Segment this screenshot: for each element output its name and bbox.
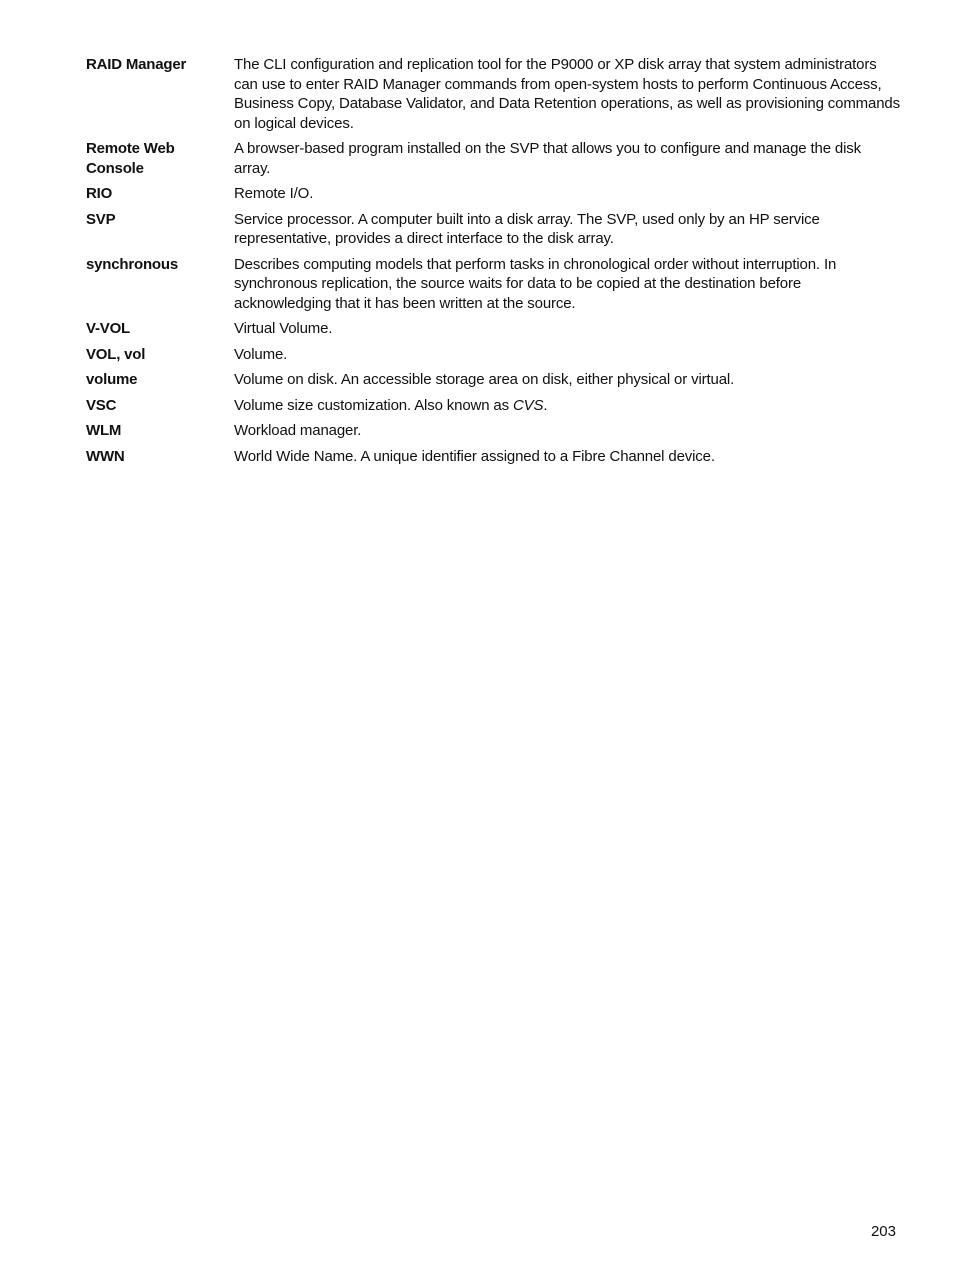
glossary-definition: Volume on disk. An accessible storage area on disk, either physical or virtual.	[234, 371, 735, 388]
glossary-term: WWN	[86, 447, 125, 465]
glossary-entry-vsc	[86, 396, 901, 416]
glossary-term: Remote Web Console	[86, 140, 175, 177]
glossary-list	[86, 55, 901, 472]
glossary-term: WLM	[86, 422, 122, 439]
glossary-definition: Virtual Volume.	[234, 320, 333, 337]
glossary-entry-synchronous	[86, 255, 901, 314]
glossary-term: RAID Manager	[86, 56, 187, 73]
glossary-entry-rio	[86, 184, 901, 204]
definition-emphasis: CVS	[513, 396, 544, 414]
glossary-entry-vol	[86, 345, 901, 365]
glossary-entry-remote-web-console	[86, 139, 901, 178]
glossary-definition: The CLI configuration and replication tool for the P9000 or XP disk array that system administrators can use to enter RAID Manager commands from open-system hosts to perform Continuous Access, Business Copy, Database Validator, and Data Retention operations, as well as provisioning commands on logical devices.	[234, 56, 900, 132]
glossary-term: SVP	[86, 210, 116, 228]
glossary-entry-v-vol	[86, 319, 901, 339]
glossary-entry-volume	[86, 370, 901, 390]
glossary-entry-wlm	[86, 421, 901, 441]
glossary-definition: Volume.	[234, 345, 288, 363]
glossary-definition: A browser-based program installed on the SVP that allows you to configure and manage the disk array.	[234, 140, 861, 177]
glossary-term: VOL, vol	[86, 345, 146, 363]
glossary-definition: Remote I/O.	[234, 185, 314, 202]
glossary-definition	[234, 396, 901, 416]
glossary-definition: Describes computing models that perform tasks in chronological order without interruption. In synchronous replication, the source waits for data to be copied at the destination before acknowledging that it has been written at the source.	[234, 255, 837, 312]
glossary-term: V-VOL	[86, 320, 131, 337]
glossary-entry-raid-manager	[86, 55, 901, 133]
definition-text: .	[543, 396, 548, 414]
glossary-term: RIO	[86, 185, 113, 202]
glossary-term: synchronous	[86, 255, 178, 273]
glossary-entry-wwn	[86, 447, 901, 467]
glossary-entry-svp	[86, 210, 901, 249]
page-number: 203	[870, 1223, 896, 1240]
glossary-definition: World Wide Name. A unique identifier assigned to a Fibre Channel device.	[234, 447, 715, 465]
glossary-term: volume	[86, 371, 138, 388]
glossary-definition: Service processor. A computer built into a disk array. The SVP, used only by an HP service representative, provides a direct interface to the disk array.	[234, 210, 820, 247]
glossary-term: VSC	[86, 396, 117, 414]
definition-text: Volume size customization. Also known as	[234, 396, 513, 414]
glossary-definition: Workload manager.	[234, 422, 362, 439]
